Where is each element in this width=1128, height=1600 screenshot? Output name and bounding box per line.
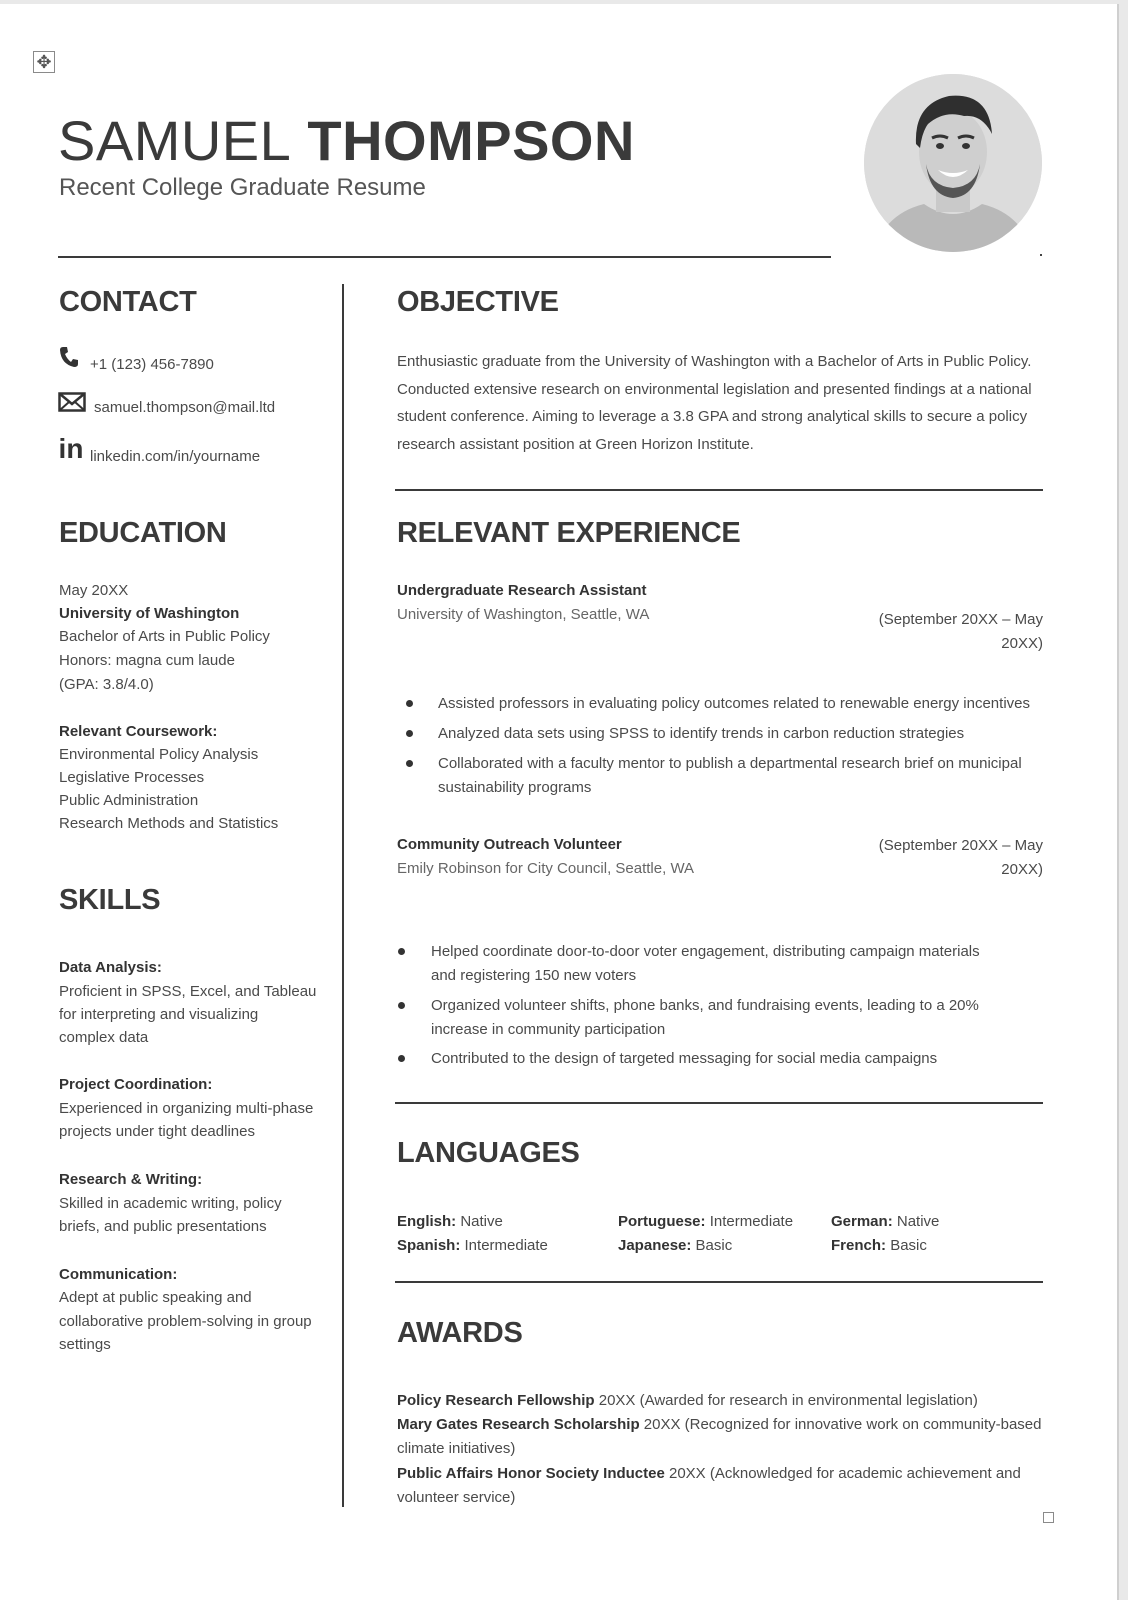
job-bullet: Assisted professors in evaluating policy outcomes related to renewable energy incentives xyxy=(438,695,1030,712)
language-level: Native xyxy=(896,1213,940,1230)
skill-description: Proficient in SPSS, Excel, and Tableau xyxy=(59,983,317,1000)
award-name: Mary Gates Research Scholarship xyxy=(397,1416,640,1433)
skill-description: for interpreting and visualizing xyxy=(59,1006,259,1023)
job-bullet: Collaborated with a faculty mentor to publish a departmental research brief on municipal xyxy=(438,755,1022,772)
job-date-line: 20XX) xyxy=(1001,635,1043,652)
job-dates xyxy=(868,834,1043,882)
award-item xyxy=(397,1465,1021,1482)
skill-label: Research & Writing: xyxy=(59,1171,203,1188)
language-item xyxy=(397,1213,503,1230)
skill-description: complex data xyxy=(59,1029,149,1046)
linkedin-icon: in xyxy=(58,433,84,464)
award-detail-continued: volunteer service) xyxy=(397,1489,516,1506)
education-honors: Honors: magna cum laude xyxy=(59,652,235,669)
skill-label: Data Analysis: xyxy=(59,959,162,976)
language-item xyxy=(397,1237,548,1254)
phone-number[interactable]: +1 (123) 456-7890 xyxy=(90,356,214,373)
language-name: Spanish: xyxy=(397,1237,461,1254)
objective-line: student conference. Aiming to leverage a 3.8 GPA and strong analytical skills to secure a policy xyxy=(397,408,1028,425)
job-date-line: (September 20XX – May xyxy=(878,611,1043,628)
last-name: THOMPSON xyxy=(307,109,635,172)
experience-heading: RELEVANT EXPERIENCE xyxy=(397,517,741,549)
job-bullet: Helped coordinate door-to-door voter engagement, distributing campaign materials xyxy=(431,943,980,960)
education-date: May 20XX xyxy=(59,582,129,599)
job-bullet: Organized volunteer shifts, phone banks, and fundraising events, leading to a 20% xyxy=(431,997,979,1014)
language-level: Intermediate xyxy=(464,1237,548,1254)
skills-heading: SKILLS xyxy=(59,884,161,916)
resume-subtitle: Recent College Graduate Resume xyxy=(59,174,426,201)
languages-heading: LANGUAGES xyxy=(397,1137,580,1169)
award-detail: 20XX (Acknowledged for academic achievement and xyxy=(664,1465,1021,1482)
skill-description: Adept at public speaking and xyxy=(59,1289,252,1306)
bullet-icon xyxy=(406,700,413,707)
award-item xyxy=(397,1416,1041,1433)
job-organization: Emily Robinson for City Council, Seattle, WA xyxy=(397,860,695,877)
language-item xyxy=(831,1213,939,1230)
education-school: University of Washington xyxy=(59,605,240,622)
job-dates xyxy=(868,608,1043,656)
objective-line: Enthusiastic graduate from the University of Washington with a Bachelor of Arts in Public Policy. xyxy=(397,353,1032,370)
language-level: Native xyxy=(460,1213,503,1230)
experience-divider xyxy=(395,1102,1043,1104)
table-move-handle-icon[interactable]: ✥ xyxy=(33,51,55,73)
award-name: Policy Research Fellowship xyxy=(397,1392,595,1409)
linkedin-url[interactable]: linkedin.com/in/yourname xyxy=(90,448,261,465)
email-address[interactable]: samuel.thompson@mail.ltd xyxy=(94,399,276,416)
skill-description: projects under tight deadlines xyxy=(59,1123,255,1140)
objective-line: Conducted extensive research on environmental legislation and presented findings at a national xyxy=(397,381,1032,398)
education-heading: EDUCATION xyxy=(59,517,227,549)
objective-line: research assistant position at Green Horizon Institute. xyxy=(397,436,754,453)
contact-heading: CONTACT xyxy=(59,286,197,318)
coursework-item: Environmental Policy Analysis xyxy=(59,746,259,763)
award-detail-continued: climate initiatives) xyxy=(397,1440,516,1457)
language-item xyxy=(831,1237,927,1254)
language-name: Portuguese: xyxy=(618,1213,706,1230)
objective-heading: OBJECTIVE xyxy=(397,286,559,318)
job-organization: University of Washington, Seattle, WA xyxy=(397,606,650,623)
objective-divider xyxy=(395,489,1043,491)
coursework-label: Relevant Coursework: xyxy=(59,723,218,740)
coursework-item: Legislative Processes xyxy=(59,769,205,786)
skill-description: briefs, and public presentations xyxy=(59,1218,267,1235)
profile-photo[interactable] xyxy=(864,74,1042,252)
job-title: Undergraduate Research Assistant xyxy=(397,582,647,599)
bullet-icon xyxy=(398,1002,405,1009)
phone-icon xyxy=(58,346,80,368)
job-bullet-continued: and registering 150 new voters xyxy=(431,967,637,984)
coursework-item: Public Administration xyxy=(59,792,199,809)
header-dot xyxy=(1040,254,1042,256)
languages-divider xyxy=(395,1281,1043,1283)
language-name: French: xyxy=(831,1237,887,1254)
award-detail: 20XX (Recognized for innovative work on community-based xyxy=(639,1416,1042,1433)
award-name: Public Affairs Honor Society Inductee xyxy=(397,1465,665,1482)
bullet-icon xyxy=(398,948,405,955)
award-item xyxy=(397,1392,978,1409)
language-level: Basic xyxy=(695,1237,733,1254)
bullet-icon xyxy=(398,1055,405,1062)
job-bullet: Analyzed data sets using SPSS to identify trends in carbon reduction strategies xyxy=(438,725,965,742)
job-bullet-continued: increase in community participation xyxy=(431,1021,666,1038)
header-divider xyxy=(58,256,831,258)
education-degree: Bachelor of Arts in Public Policy xyxy=(59,628,270,645)
bullet-icon xyxy=(406,730,413,737)
candidate-name xyxy=(58,108,635,173)
language-level: Intermediate xyxy=(709,1213,794,1230)
skill-label: Project Coordination: xyxy=(59,1076,213,1093)
language-name: English: xyxy=(397,1213,457,1230)
column-divider xyxy=(342,284,344,1507)
job-date-line: 20XX) xyxy=(1001,861,1043,878)
language-name: Japanese: xyxy=(618,1237,692,1254)
skill-description: collaborative problem-solving in group xyxy=(59,1313,312,1330)
skill-description: Skilled in academic writing, policy xyxy=(59,1195,282,1212)
skill-description: Experienced in organizing multi-phase xyxy=(59,1100,314,1117)
education-gpa: (GPA: 3.8/4.0) xyxy=(59,676,154,693)
first-name: SAMUEL xyxy=(58,109,292,172)
language-name: German: xyxy=(831,1213,893,1230)
resume-page xyxy=(0,4,1119,1600)
job-title: Community Outreach Volunteer xyxy=(397,836,622,853)
language-level: Basic xyxy=(890,1237,927,1254)
coursework-item: Research Methods and Statistics xyxy=(59,815,279,832)
awards-heading: AWARDS xyxy=(397,1317,523,1349)
skill-label: Communication: xyxy=(59,1266,178,1283)
job-bullet: Contributed to the design of targeted messaging for social media campaigns xyxy=(431,1050,938,1067)
job-bullet-continued: sustainability programs xyxy=(438,779,592,796)
skill-description: settings xyxy=(59,1336,111,1353)
language-item xyxy=(618,1237,732,1254)
award-detail: 20XX (Awarded for research in environmental legislation) xyxy=(594,1392,978,1409)
bullet-icon xyxy=(406,760,413,767)
envelope-icon xyxy=(58,391,86,413)
table-resize-handle-icon[interactable] xyxy=(1043,1512,1054,1523)
language-item xyxy=(618,1213,793,1230)
profile-photo-illustration xyxy=(864,74,1042,252)
job-date-line: (September 20XX – May xyxy=(878,837,1043,854)
